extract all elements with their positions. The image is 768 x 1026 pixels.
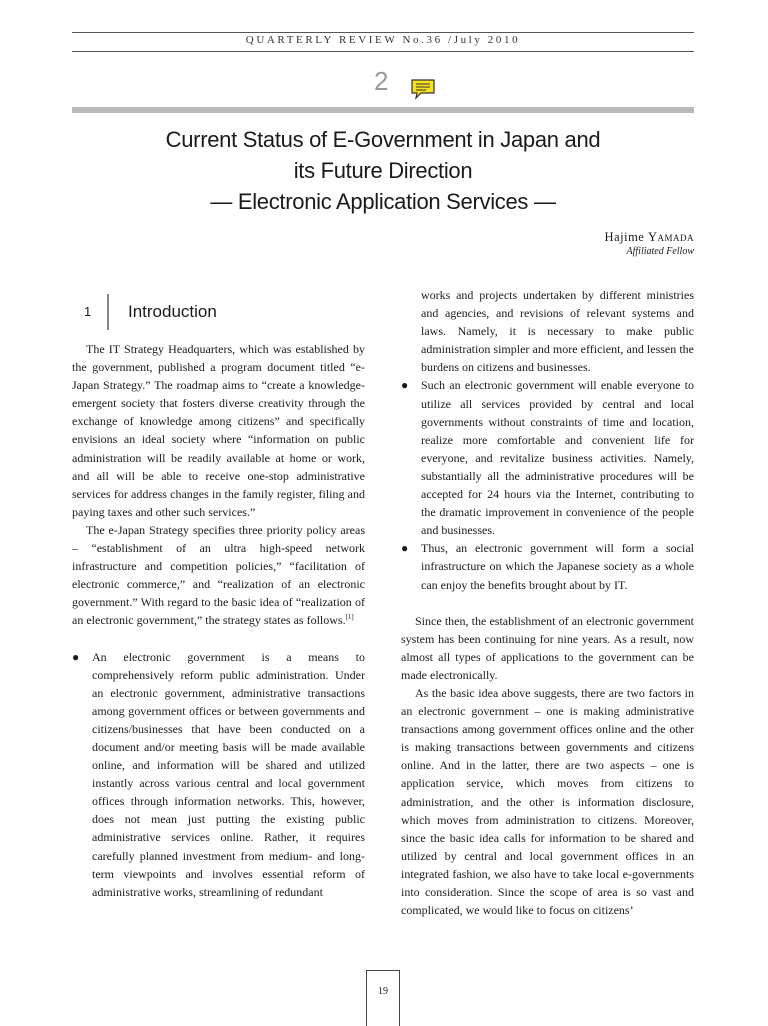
section-heading-bar	[107, 294, 109, 330]
title-line-2: its Future Direction	[293, 158, 473, 183]
title-divider-bar	[72, 107, 694, 113]
bullet-3-text: Thus, an electronic government will form a social infrastructure on which the Japanese society as a whole can enjoy the benefits brought about by IT.	[421, 541, 694, 592]
paragraph-2	[72, 521, 365, 630]
bullet-1-text: An electronic government is a means to comprehensively reform public administration. Under an electronic government, administrative transactions among government offices or between governments and citizens/businesses that have been conducted on a document and/or meeting basis will be made available online, and information will be shared and utilized instantly across various central and local government offices through information networks. This, however, does not mean just putting the existing public administrative services online. Rather, it requires carefully planned investment from medium- and long-term viewpoints and involves essential reform of administrative works, streamlining of redundant	[92, 649, 365, 899]
bullet-1-continuation	[401, 286, 694, 376]
bullet-icon: ●	[401, 378, 409, 393]
bullet-item-1	[72, 648, 365, 901]
section-number: 1	[84, 304, 92, 319]
bullet-1-cont-text: works and projects undertaken by different ministries and agencies, and revisions of relevant systems and laws. Namely, it is necessary to make public administration simpler and more efficient, and lessen the burdens on citizens and businesses.	[421, 288, 694, 375]
chapter-number: 2	[374, 66, 389, 96]
speech-bubble-note-icon[interactable]	[410, 78, 436, 100]
title-line-1: Current Status of E-Government in Japan and	[165, 127, 601, 152]
bullet-icon: ●	[401, 541, 409, 556]
paragraph-2-text: The e-Japan Strategy specifies three priority policy areas – “establishment of an ultra high-speed network infrastructure and competition policies,” “facilitation of electronic commerce,” and “realization of an electronic government.” With regard to the basic idea of “realization of an electronic government,” the strategy states as follows.	[72, 522, 365, 628]
paragraph-3: Since then, the establishment of an electronic government system has been continuing for nine years. As a result, now almost all types of applications to the government can be made electronically.	[401, 613, 694, 682]
article-title	[100, 124, 666, 217]
section-title: Introduction	[128, 302, 217, 321]
author-first-name: Hajime	[604, 230, 645, 244]
left-column	[72, 340, 365, 901]
paragraph-1: The IT Strategy Headquarters, which was established by the government, published a program document titled “e-Japan Strategy.” The roadmap aims to “create a knowledge-emergent society that fosters diverse creativity through the exchange of knowledge among citizens” and specifically envisions an ideal society where “information on public administration will be readily available at home or work, and all will be able to receive one-stop administrative services for address changes in the family register, filing and paying taxes and other such services.”	[72, 342, 365, 519]
author-last-name: Yamada	[647, 230, 694, 244]
paragraph-4: As the basic idea above suggests, there are two factors in an electronic government – one is making administrative transactions among government offices online and the other is making transactions between governments and citizens online. And in the latter, there are two aspects – one is application service, which moves from citizens to administration, and the other is information disclosure, which moves from administration to citizens. Moreover, since the basic idea calls for information to be shared and utilized by central and local government offices in an integrated fashion, we also have to take local e-governments into consideration. Since the scope of area is so vast and complicated, we would like to focus on citizens’	[401, 685, 694, 918]
header-rule-bottom	[72, 51, 694, 52]
author-name	[605, 230, 694, 245]
title-line-3: — Electronic Application Services —	[210, 189, 556, 214]
page-number-box	[366, 970, 400, 1026]
reference-1-link[interactable]: [1]	[345, 613, 354, 622]
bullet-icon: ●	[72, 649, 80, 664]
bullet-item-2	[401, 376, 694, 539]
bullet-item-3	[401, 539, 694, 593]
header-rule-top	[72, 32, 694, 33]
author-affiliation: Affiliated Fellow	[626, 246, 694, 257]
journal-header: QUARTERLY REVIEW No.36 /July 2010	[245, 34, 521, 46]
page-number: 19	[378, 986, 388, 997]
right-column	[401, 286, 694, 919]
bullet-2-text: Such an electronic government will enable everyone to utilize all services provided by central and local governments without constraints of time and location, realize more comfortable and convenient life for everyone, and revitalize business activities. Namely, substantially all the administrative procedures will be accepted for 24 hours via the Internet, contributing to the dramatic improvement in convenience of the people and businesses.	[421, 378, 694, 538]
